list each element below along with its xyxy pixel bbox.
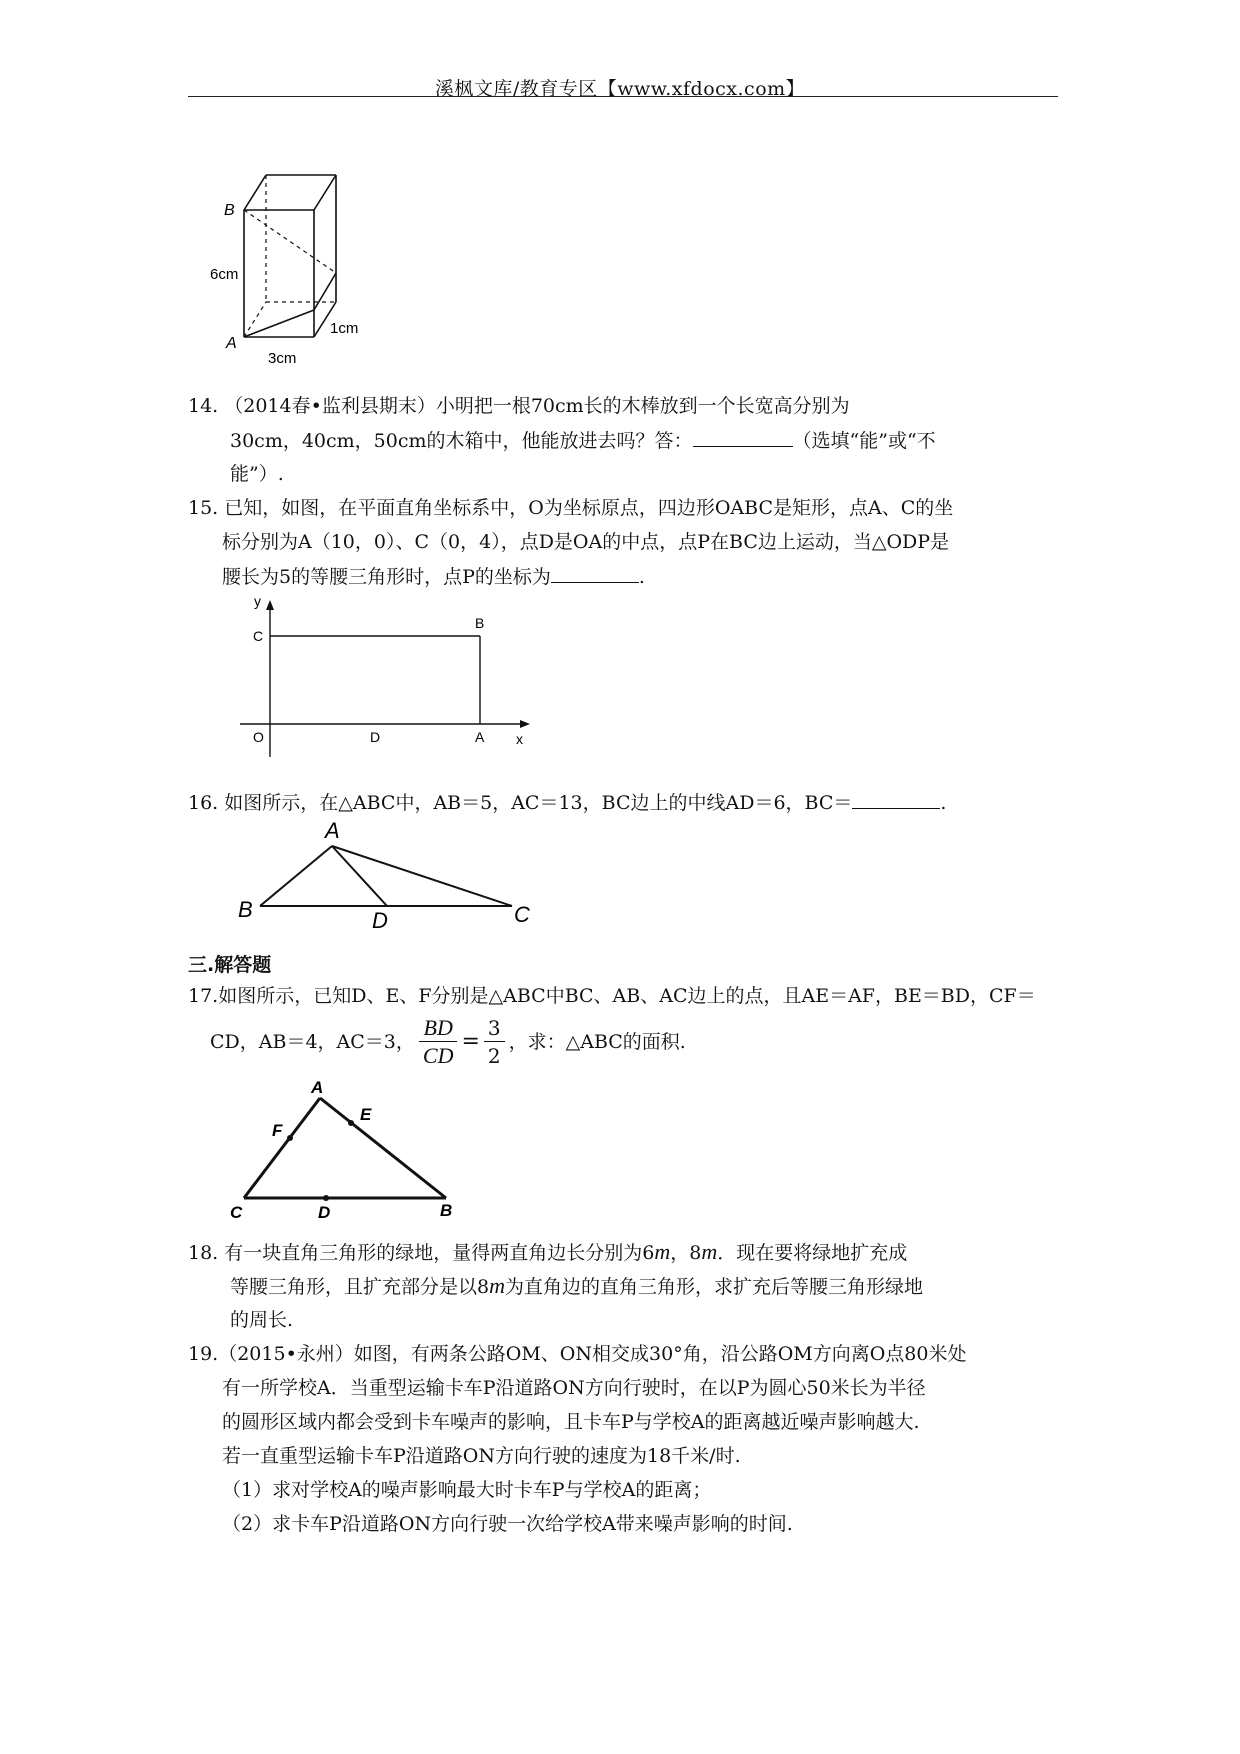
q16-text-b: .	[940, 792, 947, 814]
fraction-numerator: 3	[484, 1015, 505, 1042]
q19-sub-1: （1）求对学校A的噪声影响最大时卡车P与学校A的距离；	[222, 1479, 712, 1501]
q16-answer-blank[interactable]	[852, 790, 940, 809]
q18-line-1	[188, 1240, 907, 1265]
box-hidden-path	[244, 210, 336, 273]
side-ab	[320, 1098, 446, 1198]
tri2-label-b: B	[440, 1201, 453, 1220]
unit-m: m	[654, 1239, 671, 1264]
y-axis-arrow	[266, 600, 274, 610]
tri1-label-c: C	[514, 902, 530, 927]
header-divider	[188, 96, 1058, 97]
q15-line-3	[222, 564, 645, 589]
q18-text-d: 等腰三角形，且扩充部分是以8	[230, 1276, 490, 1298]
point-b-label: B	[475, 615, 485, 631]
q14-text-a: 30cm，40cm，50cm的木箱中，他能放进去吗？答：	[230, 430, 693, 452]
x-axis-label: x	[516, 731, 523, 747]
q17-line-2	[210, 1012, 686, 1072]
q17-text-b: ，求：△ABC的面积.	[508, 1031, 686, 1053]
box-figure	[200, 165, 420, 365]
box-top-right-edge	[314, 175, 336, 210]
q15-text-b: .	[638, 566, 645, 588]
tri1-label-b: B	[238, 897, 253, 922]
box-top-left-edge	[244, 175, 266, 210]
tri2-label-f: F	[272, 1121, 283, 1140]
tri1-label-d: D	[372, 908, 388, 933]
triangle-def-figure	[226, 1076, 466, 1226]
coordinate-figure	[240, 592, 540, 762]
tri2-label-d: D	[318, 1203, 331, 1222]
q18-text-e: 为直角边的直角三角形，求扩充后等腰三角形绿地	[504, 1276, 923, 1298]
origin-label: O	[253, 729, 264, 745]
side-ca	[244, 1098, 320, 1198]
fraction-numerator: BD	[419, 1015, 458, 1042]
point-d-label: D	[370, 729, 381, 745]
q19-sub-2: （2）求卡车P沿道路ON方向行驶一次给学校A带来噪声影响的时间.	[222, 1513, 793, 1535]
box-hidden-diagonal	[244, 302, 266, 337]
q18-line-3: 的周长.	[230, 1309, 294, 1331]
box-path-lower	[244, 310, 314, 337]
tri2-label-a: A	[311, 1078, 324, 1097]
point-a-label: A	[475, 729, 485, 745]
q17-equals: =	[461, 1029, 480, 1054]
q18-line-2	[230, 1274, 923, 1299]
q19-line-3: 的圆形区域内都会受到卡车噪声的影响，且卡车P与学校A的距离越近噪声影响越大.	[222, 1411, 920, 1433]
tri2-label-e: E	[360, 1105, 372, 1124]
unit-m: m	[489, 1273, 505, 1298]
box-label-width: 3cm	[268, 350, 297, 365]
x-axis-arrow	[520, 720, 530, 728]
box-label-height: 6cm	[210, 266, 239, 283]
q17-fraction-3-2	[484, 1015, 505, 1070]
side-ab	[260, 846, 332, 906]
section-title: 三.解答题	[188, 954, 272, 976]
q14-text-b: （选填“能”或“不	[792, 430, 936, 452]
q15-line-1: 15. 已知，如图，在平面直角坐标系中，O为坐标原点，四边形OABC是矩形，点A、C的坐	[188, 497, 954, 519]
q18-text-a: 18. 有一块直角三角形的绿地，量得两直角边长分别为6	[188, 1242, 655, 1264]
q19-line-4: 若一直重型运输卡车P沿道路ON方向行驶的速度为18千米/时.	[222, 1445, 741, 1467]
y-axis-label: y	[254, 593, 261, 609]
q19-line-2: 有一所学校A．当重型运输卡车P沿道路ON方向行驶时，在以P为圆心50米长为半径	[222, 1377, 926, 1399]
tri1-label-a: A	[325, 818, 340, 843]
q16-text-a: 16. 如图所示，在△ABC中，AB＝5，AC＝13，BC边上的中线AD＝6，BC＝	[188, 792, 853, 814]
triangle-median-figure	[232, 814, 542, 934]
fraction-denominator: CD	[422, 1042, 454, 1068]
page-header: 溪枫文库/教育专区【www.xfdocx.com】	[434, 78, 806, 100]
q19-line-1: 19.（2015•永州）如图，有两条公路OM、ON相交成30°角，沿公路OM方向离O点80米处	[188, 1343, 967, 1365]
q18-text-c: ．现在要将绿地扩充成	[717, 1242, 908, 1264]
point-e-dot	[348, 1120, 354, 1126]
q15-line-2: 标分别为A（10，0）、C（0，4），点D是OA的中点，点P在BC边上运动，当△ODP是	[222, 531, 950, 553]
q17-fraction-bd-cd	[419, 1015, 458, 1070]
q17-line-1: 17.如图所示，已知D、E、F分别是△ABC中BC、AB、AC边上的点，且AE＝AF，BE＝BD，CF＝	[188, 985, 1036, 1007]
box-label-a: A	[226, 335, 237, 352]
q15-text-a: 腰长为5的等腰三角形时，点P的坐标为	[222, 566, 551, 588]
q18-text-b: ，8	[670, 1242, 702, 1264]
point-f-dot	[287, 1135, 293, 1141]
tri2-label-c: C	[230, 1203, 243, 1222]
fraction-denominator: 2	[487, 1043, 501, 1068]
q17-text-a: CD，AB＝4，AC＝3，	[210, 1031, 415, 1053]
box-path-upper	[314, 273, 336, 310]
q16-line	[188, 790, 946, 815]
q14-line-3: 能”）.	[230, 463, 284, 485]
box-label-b: B	[224, 202, 235, 219]
point-c-label: C	[253, 628, 264, 644]
box-label-depth: 1cm	[330, 320, 359, 337]
q15-answer-blank[interactable]	[551, 564, 639, 583]
q14-line-2	[230, 428, 936, 453]
unit-m: m	[701, 1239, 718, 1264]
q14-answer-blank[interactable]	[693, 428, 793, 447]
q14-line-1: 14. （2014春•监利县期末）小明把一根70cm长的木棒放到一个长宽高分别为	[188, 395, 850, 417]
point-d-dot	[323, 1195, 329, 1201]
